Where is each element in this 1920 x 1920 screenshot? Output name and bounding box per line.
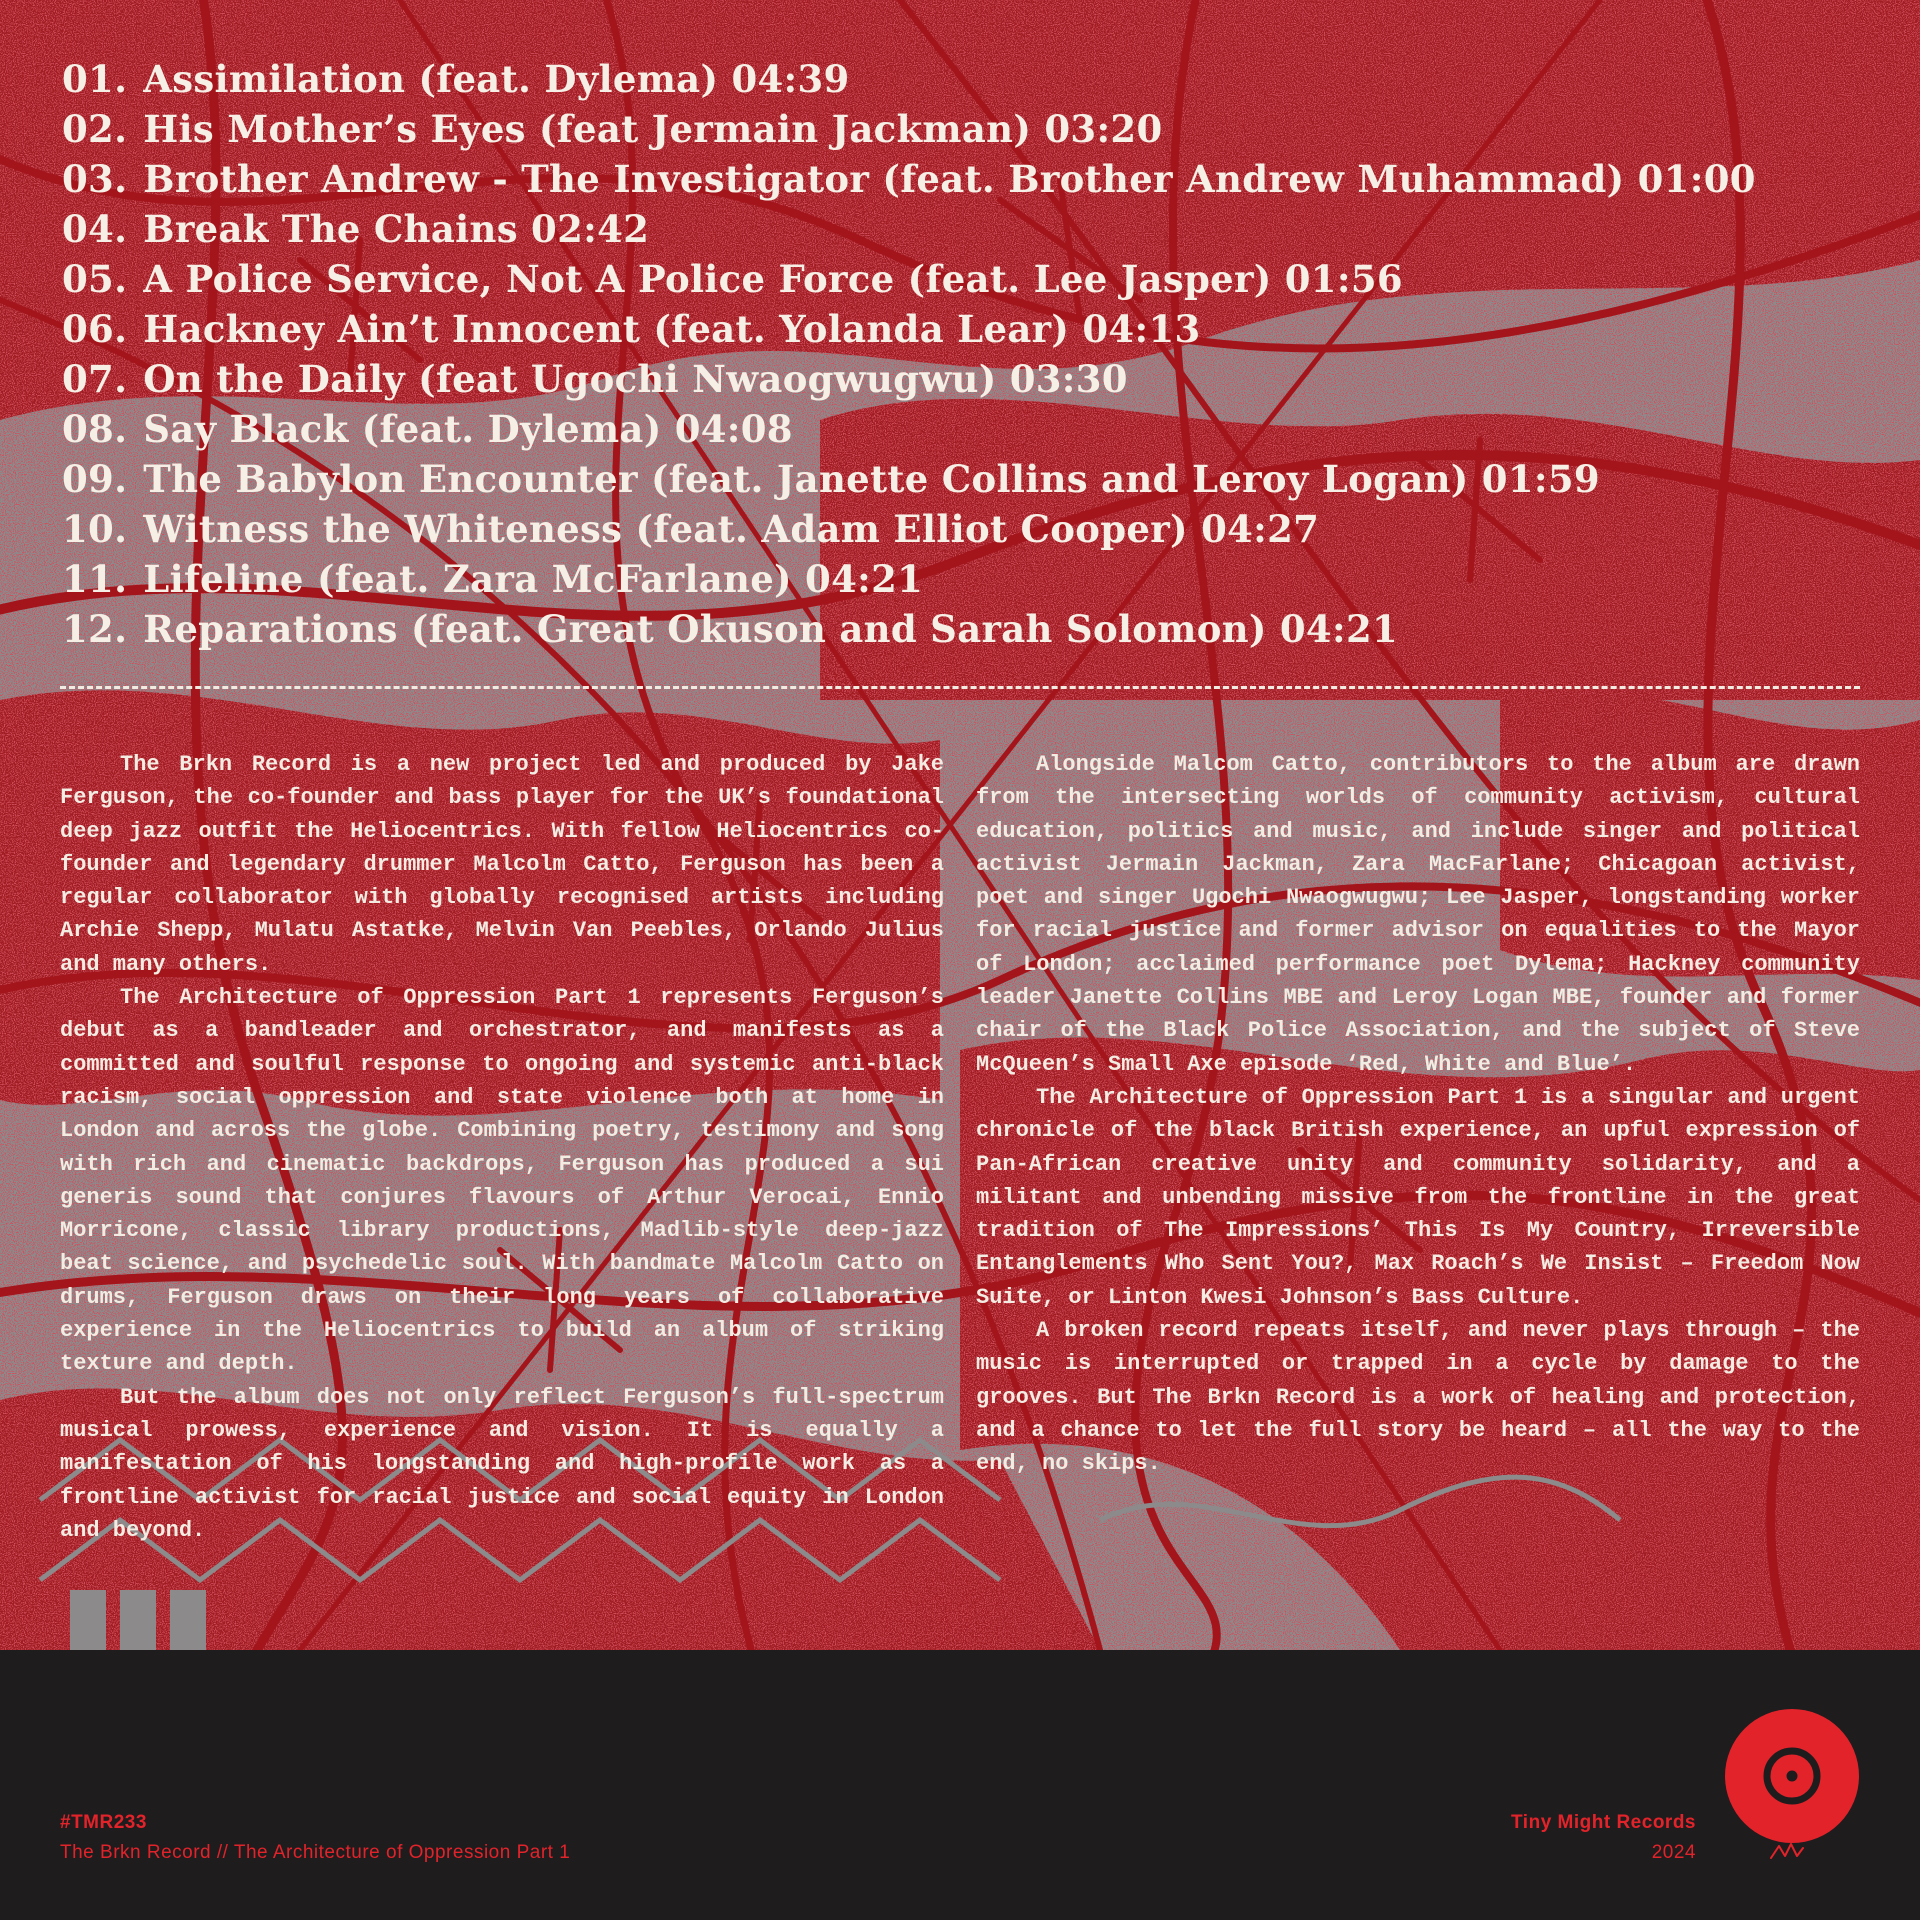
liner-notes-paragraph: But the album does not only reflect Ferguson’s full-spectrum musical prowess, experience and vision. It is equally a manifestation of his longstanding and high-profile work as a frontline activist for racial justice and social equity in London and beyond. bbox=[60, 1384, 944, 1543]
track-title: Say Black (feat. Dylema) bbox=[143, 407, 662, 451]
track-item bbox=[62, 554, 1902, 604]
liner-notes-paragraph: The Brkn Record is a new project led and produced by Jake Ferguson, the co-founder and bass player for the UK’s foundational deep jazz outfit the Heliocentrics. With fellow Heliocentrics co-founder and legendary drummer Malcolm Catto, Ferguson has been a regular collaborator with globally recognised artists including Archie Shepp, Mulatu Astatke, Melvin Van Peebles, Orlando Julius and many others. bbox=[60, 752, 944, 977]
track-number: 10. bbox=[62, 507, 128, 551]
track-item bbox=[62, 154, 1902, 204]
track-item bbox=[62, 54, 1902, 104]
record-icon bbox=[1724, 1708, 1864, 1868]
track-number: 03. bbox=[62, 157, 128, 201]
track-title: Break The Chains bbox=[143, 207, 518, 251]
track-duration: 04:39 bbox=[731, 57, 850, 101]
track-number: 02. bbox=[62, 107, 128, 151]
track-duration: 04:21 bbox=[805, 557, 924, 601]
liner-notes-paragraph: The Architecture of Oppression Part 1 is a singular and urgent chronicle of the black British experience, an upful expression of Pan-African creative unity and community solidarity, and a militant and unbending missive from the frontline in the great tradition of The Impressions’ This Is My Country, Irreversible Entanglements Who Sent You?, Max Roach’s We Insist – Freedom Now Suite, or Linton Kwesi Johnson’s Bass Culture. bbox=[976, 1084, 1860, 1310]
track-duration: 01:56 bbox=[1284, 257, 1403, 301]
track-title: Lifeline (feat. Zara McFarlane) bbox=[143, 557, 792, 601]
track-duration: 03:20 bbox=[1044, 107, 1163, 151]
track-title: The Babylon Encounter (feat. Janette Collins and Leroy Logan) bbox=[143, 457, 1469, 501]
catalog-number: #TMR233 bbox=[60, 1812, 147, 1833]
track-title: His Mother’s Eyes (feat Jermain Jackman) bbox=[143, 107, 1032, 151]
release-title: The Brkn Record // The Architecture of Oppression Part 1 bbox=[60, 1842, 571, 1863]
track-duration: 01:00 bbox=[1637, 157, 1756, 201]
footer-bar bbox=[0, 1650, 1920, 1920]
liner-notes-left-column bbox=[60, 748, 944, 1547]
track-title: Brother Andrew - The Investigator (feat. Brother Andrew Muhammad) bbox=[143, 157, 1625, 201]
track-duration: 02:42 bbox=[531, 207, 650, 251]
liner-notes-paragraph: The Architecture of Oppression Part 1 represents Ferguson’s debut as a bandleader and orchestrator, and manifests as a committed and soulful response to ongoing and systemic anti-black racism, social oppression and state violence both at home in London and across the globe. Combining poetry, testimony and song with rich and cinematic backdrops, Ferguson has produced a sui generis sound that conjures flavours of Arthur Verocai, Ennio Morricone, classic library productions, Madlib-style deep-jazz beat science, and psychedelic soul. With bandmate Malcolm Catto on drums, Ferguson draws on their long years of collaborative experience in the Heliocentrics to build an album of striking texture and depth. bbox=[60, 985, 944, 1377]
track-item bbox=[62, 354, 1902, 404]
track-duration: 04:27 bbox=[1201, 507, 1320, 551]
track-number: 09. bbox=[62, 457, 128, 501]
track-title: Assimilation (feat. Dylema) bbox=[143, 57, 719, 101]
track-title: Reparations (feat. Great Okuson and Sarah Solomon) bbox=[143, 607, 1267, 651]
track-title: Witness the Whiteness (feat. Adam Elliot Cooper) bbox=[143, 507, 1188, 551]
track-title: A Police Service, Not A Police Force (feat. Lee Jasper) bbox=[143, 257, 1272, 301]
track-number: 12. bbox=[62, 607, 128, 651]
track-item bbox=[62, 404, 1902, 454]
track-duration: 04:13 bbox=[1082, 307, 1201, 351]
track-duration: 04:08 bbox=[674, 407, 793, 451]
dashed-divider bbox=[60, 686, 1860, 689]
track-number: 11. bbox=[62, 557, 128, 601]
track-title: Hackney Ain’t Innocent (feat. Yolanda Lear) bbox=[143, 307, 1070, 351]
track-item bbox=[62, 504, 1902, 554]
release-year: 2024 bbox=[1651, 1842, 1696, 1863]
track-item bbox=[62, 104, 1902, 154]
record-label-name: Tiny Might Records bbox=[1511, 1812, 1696, 1833]
track-item bbox=[62, 254, 1902, 304]
liner-notes-paragraph: A broken record repeats itself, and never plays through – the music is interrupted or trapped in a cycle by damage to the grooves. But The Brkn Record is a work of healing and protection, and a chance to let the full story be heard – all the way to the end, no skips. bbox=[976, 1318, 1860, 1477]
signature-mark bbox=[1771, 1844, 1803, 1858]
liner-notes-paragraph: Alongside Malcom Catto, contributors to the album are drawn from the intersecting worlds of community activism, cultural education, politics and music, and include singer and political activist Jermain Jackman, Zara MacFarlane; Chicagoan activist, poet and singer Ugochi Nwaogwugwu; Lee Jasper, longstanding worker for racial justice and former advisor on equalities to the Mayor of London; acclaimed performance poet Dylema; Hackney community leader Janette Collins MBE and Leroy Logan MBE, founder and former chair of the Black Police Association, and the subject of Steve McQueen’s Small Axe episode ‘Red, White and Blue’. bbox=[976, 752, 1860, 1077]
track-title: On the Daily (feat Ugochi Nwaogwugwu) bbox=[143, 357, 997, 401]
tracklist bbox=[62, 54, 1902, 654]
track-item bbox=[62, 604, 1902, 654]
track-number: 06. bbox=[62, 307, 128, 351]
track-item bbox=[62, 204, 1902, 254]
track-duration: 01:59 bbox=[1481, 457, 1600, 501]
track-item bbox=[62, 454, 1902, 504]
track-number: 07. bbox=[62, 357, 128, 401]
track-number: 08. bbox=[62, 407, 128, 451]
track-item bbox=[62, 304, 1902, 354]
track-duration: 04:21 bbox=[1279, 607, 1399, 651]
liner-notes-right-column bbox=[976, 748, 1860, 1481]
track-number: 04. bbox=[62, 207, 128, 251]
track-number: 05. bbox=[62, 257, 128, 301]
track-number: 01. bbox=[62, 57, 128, 101]
track-duration: 03:30 bbox=[1009, 357, 1128, 401]
